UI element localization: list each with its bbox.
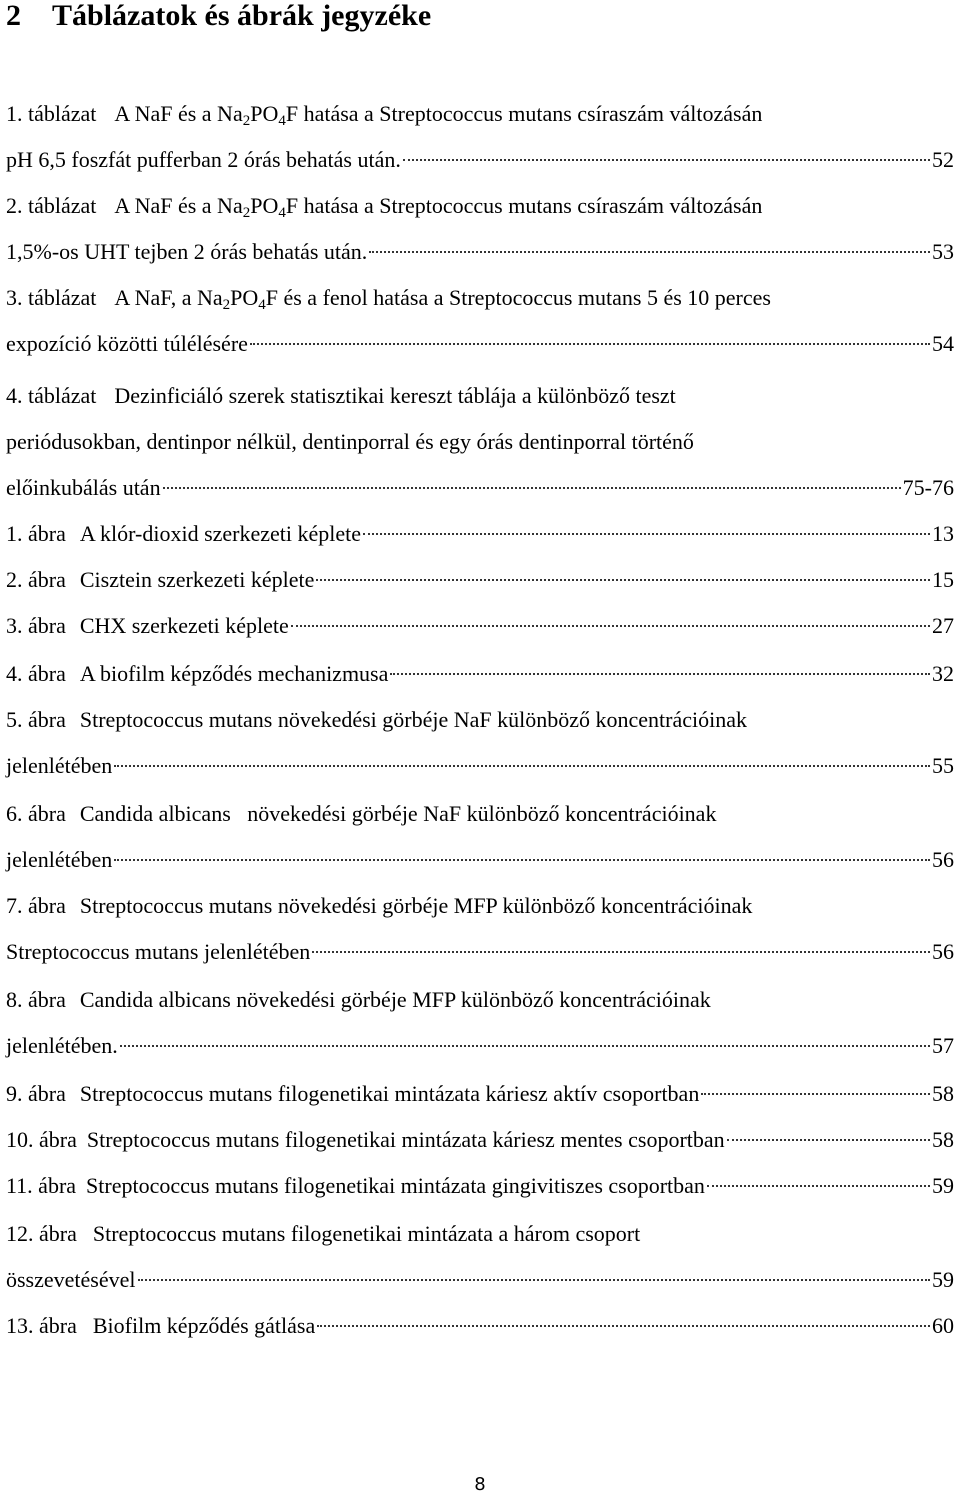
entry-label: 1. ábra — [6, 521, 66, 546]
entry-label: 6. ábra — [6, 801, 66, 826]
entry-label: 10. ábra — [6, 1127, 77, 1152]
toc-entry-figure-5-line-2[interactable] — [6, 746, 954, 786]
entry-title-continued: periódusokban, dentinpor nélkül, dentinporral és egy órás dentinporral történő — [6, 429, 694, 454]
entry-title: A NaF és a $Na_2PO_4F$ hatása a Streptococcus mutans csíraszám változásán — [114, 101, 763, 129]
dot-leader — [363, 533, 930, 535]
toc-entry-figure-8-line-2[interactable] — [6, 1026, 954, 1066]
dot-leader — [390, 673, 930, 675]
entry-label: 3. ábra — [6, 613, 66, 638]
entry-page-number: 57 — [932, 1033, 954, 1058]
entry-title-continued: jelenlétében — [6, 847, 113, 872]
entry-title: A biofilm képződés mechanizmusa — [79, 661, 389, 686]
toc-entry-table-2-line-1 — [6, 186, 954, 226]
entry-label: 13. ábra — [6, 1313, 77, 1338]
entry-label: 4. ábra — [6, 661, 66, 686]
toc-entry-table-4-line-2 — [6, 422, 954, 462]
entry-title-continued: előinkubálás után — [6, 475, 161, 500]
entry-title: Biofilm képződés gátlása — [92, 1313, 316, 1338]
entry-label: 3. táblázat — [6, 285, 97, 310]
toc-entry-figure-5-line-1 — [6, 700, 954, 740]
entry-page-number: 58 — [932, 1081, 954, 1106]
entry-title: CHX szerkezeti képlete — [79, 613, 289, 638]
entry-page-number: 27 — [932, 613, 954, 638]
entry-title-continued: összevetésével — [6, 1267, 136, 1292]
dot-leader — [114, 765, 930, 767]
entry-page-number: 59 — [932, 1267, 954, 1292]
entry-page-number: 15 — [932, 567, 954, 592]
toc-entry-figure-12-line-2[interactable] — [6, 1260, 954, 1300]
entry-title: Streptococcus mutans filogenetikai mintázata káriesz mentes csoportban — [86, 1127, 725, 1152]
toc-entry-table-3-line-1 — [6, 278, 954, 318]
page-number-footer: 8 — [474, 1474, 486, 1495]
dot-leader — [316, 579, 930, 581]
entry-title: Cisztein szerkezeti képlete — [79, 567, 315, 592]
toc-entry-figure-4[interactable] — [6, 654, 954, 694]
dot-leader — [707, 1185, 930, 1187]
entry-page-number: 52 — [932, 147, 954, 172]
entry-label: 12. ábra — [6, 1221, 77, 1246]
toc-entry-figure-8-line-1 — [6, 980, 954, 1020]
entry-label: 11. ábra — [6, 1173, 77, 1198]
entry-label: 4. táblázat — [6, 383, 97, 408]
toc-entry-figure-9[interactable] — [6, 1074, 954, 1114]
entry-label: 1. táblázat — [6, 101, 97, 126]
entry-title-continued: Streptococcus mutans jelenlétében — [6, 939, 311, 964]
dot-leader — [163, 487, 901, 489]
entry-title-continued: 1,5%-os UHT tejben 2 órás behatás után. — [6, 239, 368, 264]
entry-page-number: 54 — [932, 331, 954, 356]
dot-leader — [403, 159, 930, 161]
entry-page-number: 75-76 — [902, 475, 954, 500]
entry-page-number: 56 — [932, 847, 954, 872]
entry-title-continued: jelenlétében. — [6, 1033, 118, 1058]
dot-leader — [317, 1325, 930, 1327]
entry-page-number: 32 — [932, 661, 954, 686]
entry-label: 5. ábra — [6, 707, 66, 732]
entry-page-number: 56 — [932, 939, 954, 964]
toc-entry-table-4-line-1 — [6, 376, 954, 416]
entry-title: Streptococcus mutans filogenetikai mintázata a három csoport — [92, 1221, 641, 1246]
toc-entry-figure-13[interactable] — [6, 1306, 954, 1346]
entry-page-number: 59 — [932, 1173, 954, 1198]
toc-entry-table-4-line-3[interactable] — [6, 468, 954, 508]
toc-entry-table-1-line-2[interactable] — [6, 140, 954, 180]
dot-leader — [120, 1045, 930, 1047]
entry-label: 8. ábra — [6, 987, 66, 1012]
section-number: 2 — [6, 0, 21, 32]
toc-entry-figure-7-line-2[interactable] — [6, 932, 954, 972]
entry-page-number: 55 — [932, 753, 954, 778]
toc-entry-figure-11[interactable] — [6, 1166, 954, 1206]
entry-title: A klór-dioxid szerkezeti képlete — [79, 521, 362, 546]
dot-leader — [291, 625, 930, 627]
toc-entry-figure-1[interactable] — [6, 514, 954, 554]
toc-entry-figure-6-line-2[interactable] — [6, 840, 954, 880]
entry-label: 2. ábra — [6, 567, 66, 592]
entry-title: Streptococcus mutans filogenetikai mintázata gingivitiszes csoportban — [86, 1173, 705, 1198]
toc-entry-figure-12-line-1 — [6, 1214, 954, 1254]
entry-title: A NaF és a $Na_2PO_4F$ hatása a Streptococcus mutans csíraszám változásán — [114, 193, 763, 221]
entry-label: 9. ábra — [6, 1081, 66, 1106]
toc-entry-table-3-line-2[interactable] — [6, 324, 954, 364]
entry-title-continued: pH 6,5 foszfát pufferban 2 órás behatás után. — [6, 147, 401, 172]
entry-title-continued: expozíció közötti túlélésére — [6, 331, 248, 356]
entry-title: Streptococcus mutans növekedési görbéje NaF különböző koncentrációinak — [79, 707, 748, 732]
entry-page-number: 53 — [932, 239, 954, 264]
entry-page-number: 58 — [932, 1127, 954, 1152]
dot-leader — [114, 859, 930, 861]
section-heading — [6, 0, 431, 38]
toc-entry-figure-10[interactable] — [6, 1120, 954, 1160]
entry-title: A NaF, a $Na_2PO_4F$ és a fenol hatása a Streptococcus mutans 5 és 10 perces — [114, 285, 771, 313]
toc-entry-figure-7-line-1 — [6, 886, 954, 926]
dot-leader — [312, 951, 930, 953]
toc-entry-figure-6-line-1 — [6, 794, 954, 834]
entry-title: Streptococcus mutans növekedési görbéje MFP különböző koncentrációinak — [79, 893, 753, 918]
entry-page-number: 13 — [932, 521, 954, 546]
dot-leader — [250, 343, 930, 345]
entry-title: Dezinficiáló szerek statisztikai kereszt táblája a különböző teszt — [114, 383, 676, 408]
entry-title-continued: jelenlétében — [6, 753, 113, 778]
entry-title: Candida albicans növekedési görbéje NaF különböző koncentrációinak — [79, 801, 717, 826]
section-title: Táblázatok és ábrák jegyzéke — [52, 0, 432, 32]
dot-leader — [727, 1139, 930, 1141]
toc-entry-figure-3[interactable] — [6, 606, 954, 646]
entry-title: Candida albicans növekedési görbéje MFP különböző koncentrációinak — [79, 987, 711, 1012]
dot-leader — [138, 1279, 931, 1281]
toc-entry-figure-2[interactable] — [6, 560, 954, 600]
dot-leader — [369, 251, 930, 253]
dot-leader — [701, 1093, 930, 1095]
entry-label: 2. táblázat — [6, 193, 97, 218]
entry-page-number: 60 — [932, 1313, 954, 1338]
toc-entry-table-1-line-1 — [6, 94, 954, 134]
toc-entry-table-2-line-2[interactable] — [6, 232, 954, 272]
entry-label: 7. ábra — [6, 893, 66, 918]
entry-title: Streptococcus mutans filogenetikai mintázata káriesz aktív csoportban — [79, 1081, 700, 1106]
